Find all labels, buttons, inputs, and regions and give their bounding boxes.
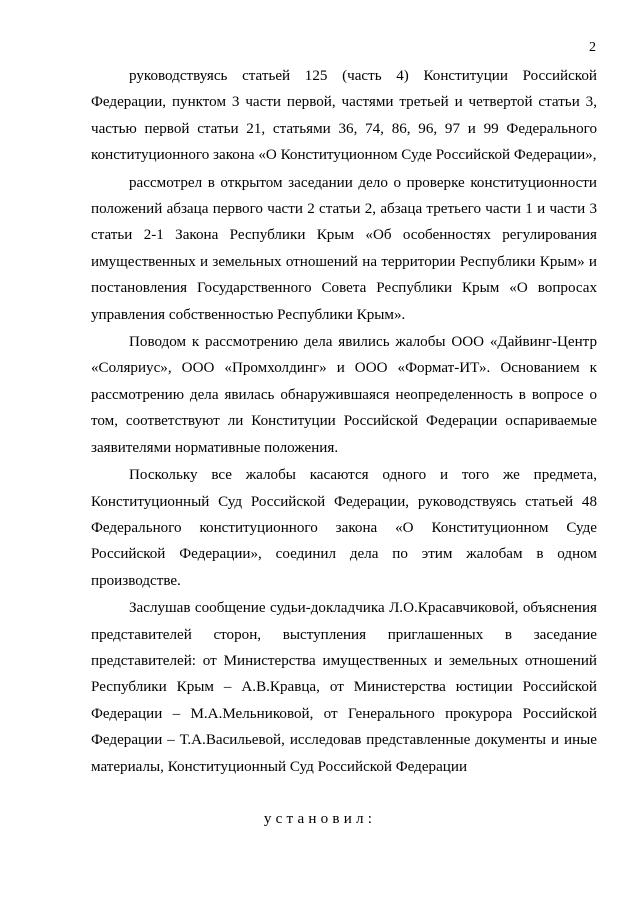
body-text	[91, 63, 597, 780]
section-heading-established: установил:	[263, 811, 377, 827]
page-number: 2	[589, 40, 596, 55]
paragraph-hearing: Заслушав сообщение судьи-докладчика Л.О.Красавчиковой, объяснения представителей сторон, выступления приглашенных в заседание представителей: от Министерства имущественных и земельных отношений Республики Крым – А.В.Кравца, от Министерства юстиции Российской Федерации – М.А.Мельниковой, от Генерального прокурора Российской Федерации – Т.А.Васильевой, исследовав представленные документы и иные материалы, Конституционный Суд Российской Федерации	[91, 600, 597, 775]
paragraph-case-subject: рассмотрел в открытом заседании дело о проверке конституционности положений абзаца первого части 2 статьи 2, абзаца третьего части 1 и части 3 статьи 2-1 Закона Республики Крым «Об особенностях регулирования имущественных и земельных отношений на территории Республики Крым» и постановления Государственного Совета Республики Крым «О вопросах управления собственностью Республики Крым».	[91, 174, 597, 323]
paragraph-joinder: Поскольку все жалобы касаются одного и того же предмета, Конституционный Суд Российской Федерации, руководствуясь статьей 48 Федерального конституционного закона «О Конституционном Суде Российской Федерации», соединил дела по этим жалобам в одном производстве.	[91, 467, 597, 589]
paragraph-procedural-basis: руководствуясь статьей 125 (часть 4) Конституции Российской Федерации, пунктом 3 части первой, частями третьей и четвертой статьи 3, частью первой статьи 21, статьями 36, 74, 86, 96, 97 и 99 Федерального конституционного закона «О Конституционном Суде Российской Федерации»,	[91, 68, 597, 164]
paragraph-grounds: Поводом к рассмотрению дела явились жалобы ООО «Дайвинг-Центр «Соляриус», ООО «Промхолдинг» и ООО «Формат-ИТ». Основанием к рассмотрению дела явилась обнаружившаяся неопределенность в вопросе о том, соответствуют ли Конституции Российской Федерации оспариваемые заявителями нормативные положения.	[91, 334, 597, 456]
